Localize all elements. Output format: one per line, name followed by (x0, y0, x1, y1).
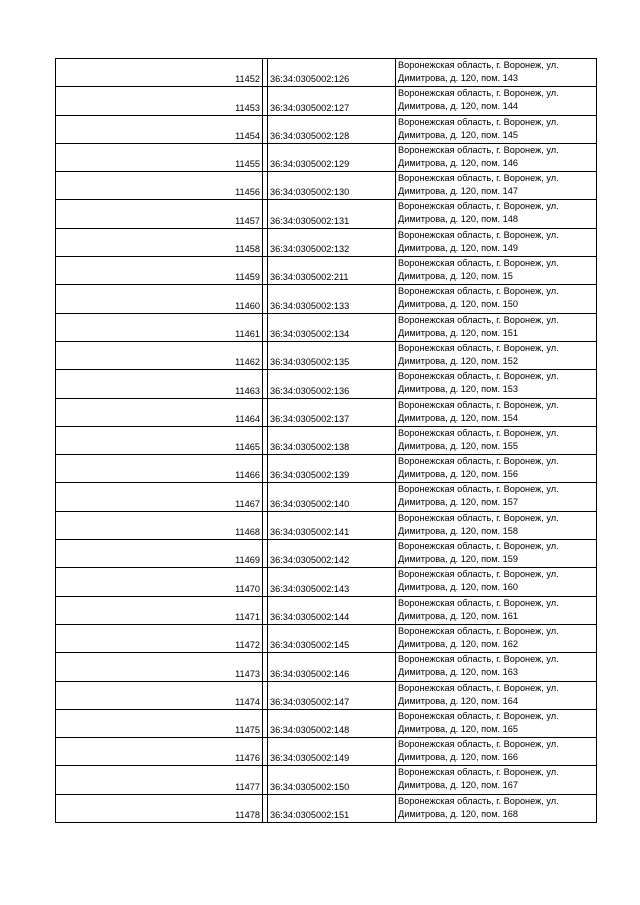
address-line-1: Воронежская область, г. Воронеж, ул. (398, 258, 559, 269)
address-cell (396, 172, 597, 200)
address-line-1: Воронежская область, г. Воронеж, ул. (398, 286, 559, 297)
address-line-2: Димитрова, д. 120, пом. 15 (398, 271, 513, 282)
address-cell (396, 653, 597, 681)
row-number: 11469 (56, 540, 263, 568)
address-cell (396, 511, 597, 539)
cadastral-number: 36:34:0305002:146 (268, 653, 396, 681)
cadastral-number: 36:34:0305002:139 (268, 455, 396, 483)
cadastral-number: 36:34:0305002:137 (268, 398, 396, 426)
cadastral-number: 36:34:0305002:136 (268, 370, 396, 398)
table-row (56, 370, 597, 398)
table-row (56, 568, 597, 596)
row-number: 11462 (56, 341, 263, 369)
address-line-2: Димитрова, д. 120, пом. 145 (398, 129, 518, 140)
row-number: 11456 (56, 172, 263, 200)
registry-table (55, 58, 597, 823)
row-number: 11452 (56, 59, 263, 87)
address-line-1: Воронежская область, г. Воронеж, ул. (398, 201, 559, 212)
address-cell (396, 115, 597, 143)
cadastral-number: 36:34:0305002:149 (268, 738, 396, 766)
row-number: 11472 (56, 624, 263, 652)
table-row (56, 313, 597, 341)
address-line-2: Димитрова, д. 120, пом. 148 (398, 214, 518, 225)
address-line-1: Воронежская область, г. Воронеж, ул. (398, 569, 559, 580)
row-number: 11466 (56, 455, 263, 483)
address-cell (396, 483, 597, 511)
cadastral-number: 36:34:0305002:147 (268, 681, 396, 709)
address-line-2: Димитрова, д. 120, пом. 168 (398, 808, 518, 819)
cadastral-number: 36:34:0305002:135 (268, 341, 396, 369)
address-cell (396, 143, 597, 171)
row-number: 11461 (56, 313, 263, 341)
address-line-1: Воронежская область, г. Воронеж, ул. (398, 116, 559, 127)
address-cell (396, 455, 597, 483)
cadastral-number: 36:34:0305002:127 (268, 87, 396, 115)
address-cell (396, 794, 597, 822)
address-cell (396, 87, 597, 115)
address-line-2: Димитрова, д. 120, пом. 165 (398, 723, 518, 734)
table-row (56, 398, 597, 426)
address-line-2: Димитрова, д. 120, пом. 160 (398, 582, 518, 593)
address-line-2: Димитрова, д. 120, пом. 167 (398, 780, 518, 791)
table-row (56, 738, 597, 766)
cadastral-number: 36:34:0305002:211 (268, 257, 396, 285)
table-row (56, 228, 597, 256)
address-line-1: Воронежская область, г. Воронеж, ул. (398, 484, 559, 495)
registry-table-body (56, 59, 597, 823)
row-number: 11457 (56, 200, 263, 228)
cadastral-number: 36:34:0305002:145 (268, 624, 396, 652)
table-row (56, 709, 597, 737)
table-row (56, 172, 597, 200)
cadastral-number: 36:34:0305002:142 (268, 540, 396, 568)
address-line-1: Воронежская область, г. Воронеж, ул. (398, 710, 559, 721)
cadastral-number: 36:34:0305002:129 (268, 143, 396, 171)
address-line-1: Воронежская область, г. Воронеж, ул. (398, 512, 559, 523)
row-number: 11465 (56, 426, 263, 454)
cadastral-number: 36:34:0305002:128 (268, 115, 396, 143)
row-number: 11468 (56, 511, 263, 539)
table-row (56, 511, 597, 539)
address-line-2: Димитрова, д. 120, пом. 151 (398, 327, 518, 338)
address-line-2: Димитрова, д. 120, пом. 143 (398, 73, 518, 83)
table-row (56, 794, 597, 822)
address-line-1: Воронежская область, г. Воронеж, ул. (398, 229, 559, 240)
address-line-1: Воронежская область, г. Воронеж, ул. (398, 399, 559, 410)
address-line-2: Димитрова, д. 120, пом. 155 (398, 440, 518, 451)
row-number: 11453 (56, 87, 263, 115)
address-cell (396, 285, 597, 313)
address-line-1: Воронежская область, г. Воронеж, ул. (398, 144, 559, 155)
row-number: 11478 (56, 794, 263, 822)
cadastral-number: 36:34:0305002:143 (268, 568, 396, 596)
table-row (56, 143, 597, 171)
table-row (56, 540, 597, 568)
cadastral-number: 36:34:0305002:151 (268, 794, 396, 822)
address-line-1: Воронежская область, г. Воронеж, ул. (398, 342, 559, 353)
address-line-2: Димитрова, д. 120, пом. 158 (398, 525, 518, 536)
cadastral-number: 36:34:0305002:140 (268, 483, 396, 511)
address-line-2: Димитрова, д. 120, пом. 163 (398, 667, 518, 678)
address-cell (396, 200, 597, 228)
row-number: 11455 (56, 143, 263, 171)
address-cell (396, 681, 597, 709)
address-line-1: Воронежская область, г. Воронеж, ул. (398, 625, 559, 636)
address-line-2: Димитрова, д. 120, пом. 156 (398, 469, 518, 480)
address-cell (396, 568, 597, 596)
address-line-2: Димитрова, д. 120, пом. 144 (398, 101, 518, 112)
row-number: 11458 (56, 228, 263, 256)
row-number: 11467 (56, 483, 263, 511)
address-cell (396, 738, 597, 766)
address-line-2: Димитрова, д. 120, пом. 149 (398, 242, 518, 253)
address-line-1: Воронежская область, г. Воронеж, ул. (398, 456, 559, 467)
address-line-1: Воронежская область, г. Воронеж, ул. (398, 371, 559, 382)
table-row (56, 681, 597, 709)
table-row (56, 455, 597, 483)
table-row (56, 285, 597, 313)
address-cell (396, 313, 597, 341)
address-line-1: Воронежская область, г. Воронеж, ул. (398, 314, 559, 325)
cadastral-number: 36:34:0305002:148 (268, 709, 396, 737)
address-cell (396, 398, 597, 426)
address-cell (396, 228, 597, 256)
row-number: 11476 (56, 738, 263, 766)
address-cell (396, 426, 597, 454)
row-number: 11470 (56, 568, 263, 596)
row-number: 11463 (56, 370, 263, 398)
row-number: 11475 (56, 709, 263, 737)
cadastral-number: 36:34:0305002:138 (268, 426, 396, 454)
address-line-2: Димитрова, д. 120, пом. 161 (398, 610, 518, 621)
table-row (56, 257, 597, 285)
table-row (56, 341, 597, 369)
address-line-1: Воронежская область, г. Воронеж, ул. (398, 739, 559, 750)
row-number: 11454 (56, 115, 263, 143)
table-row (56, 653, 597, 681)
address-line-1: Воронежская область, г. Воронеж, ул. (398, 654, 559, 665)
table-row (56, 596, 597, 624)
table-row (56, 59, 597, 87)
address-line-1: Воронежская область, г. Воронеж, ул. (398, 795, 559, 806)
address-line-2: Димитрова, д. 120, пом. 154 (398, 412, 518, 423)
row-number: 11471 (56, 596, 263, 624)
table-row (56, 87, 597, 115)
row-number: 11464 (56, 398, 263, 426)
address-line-2: Димитрова, д. 120, пом. 159 (398, 554, 518, 565)
cadastral-number: 36:34:0305002:144 (268, 596, 396, 624)
address-line-2: Димитрова, д. 120, пом. 162 (398, 638, 518, 649)
row-number: 11474 (56, 681, 263, 709)
address-cell (396, 709, 597, 737)
address-cell (396, 596, 597, 624)
cadastral-number: 36:34:0305002:126 (268, 59, 396, 87)
address-line-2: Димитрова, д. 120, пом. 147 (398, 186, 518, 197)
address-cell (396, 59, 597, 87)
address-line-2: Димитрова, д. 120, пом. 150 (398, 299, 518, 310)
address-cell (396, 370, 597, 398)
cadastral-number: 36:34:0305002:130 (268, 172, 396, 200)
address-cell (396, 540, 597, 568)
address-line-2: Димитрова, д. 120, пом. 146 (398, 157, 518, 168)
cadastral-number: 36:34:0305002:133 (268, 285, 396, 313)
address-line-2: Димитрова, д. 120, пом. 152 (398, 355, 518, 366)
table-row (56, 624, 597, 652)
address-line-1: Воронежская область, г. Воронеж, ул. (398, 60, 559, 70)
address-line-2: Димитрова, д. 120, пом. 164 (398, 695, 518, 706)
table-row (56, 115, 597, 143)
address-line-1: Воронежская область, г. Воронеж, ул. (398, 427, 559, 438)
row-number: 11473 (56, 653, 263, 681)
cadastral-number: 36:34:0305002:150 (268, 766, 396, 794)
cadastral-number: 36:34:0305002:134 (268, 313, 396, 341)
cadastral-number: 36:34:0305002:131 (268, 200, 396, 228)
address-line-2: Димитрова, д. 120, пом. 153 (398, 384, 518, 395)
row-number: 11477 (56, 766, 263, 794)
address-line-1: Воронежская область, г. Воронеж, ул. (398, 767, 559, 778)
address-line-1: Воронежская область, г. Воронеж, ул. (398, 597, 559, 608)
address-line-1: Воронежская область, г. Воронеж, ул. (398, 541, 559, 552)
address-cell (396, 624, 597, 652)
address-cell (396, 341, 597, 369)
table-row (56, 483, 597, 511)
address-line-1: Воронежская область, г. Воронеж, ул. (398, 682, 559, 693)
address-cell (396, 766, 597, 794)
row-number: 11460 (56, 285, 263, 313)
table-row (56, 200, 597, 228)
row-number: 11459 (56, 257, 263, 285)
cadastral-number: 36:34:0305002:141 (268, 511, 396, 539)
address-line-1: Воронежская область, г. Воронеж, ул. (398, 173, 559, 184)
address-line-2: Димитрова, д. 120, пом. 166 (398, 752, 518, 763)
table-row (56, 426, 597, 454)
cadastral-number: 36:34:0305002:132 (268, 228, 396, 256)
address-line-1: Воронежская область, г. Воронеж, ул. (398, 88, 559, 99)
table-row (56, 766, 597, 794)
address-line-2: Димитрова, д. 120, пом. 157 (398, 497, 518, 508)
address-cell (396, 257, 597, 285)
